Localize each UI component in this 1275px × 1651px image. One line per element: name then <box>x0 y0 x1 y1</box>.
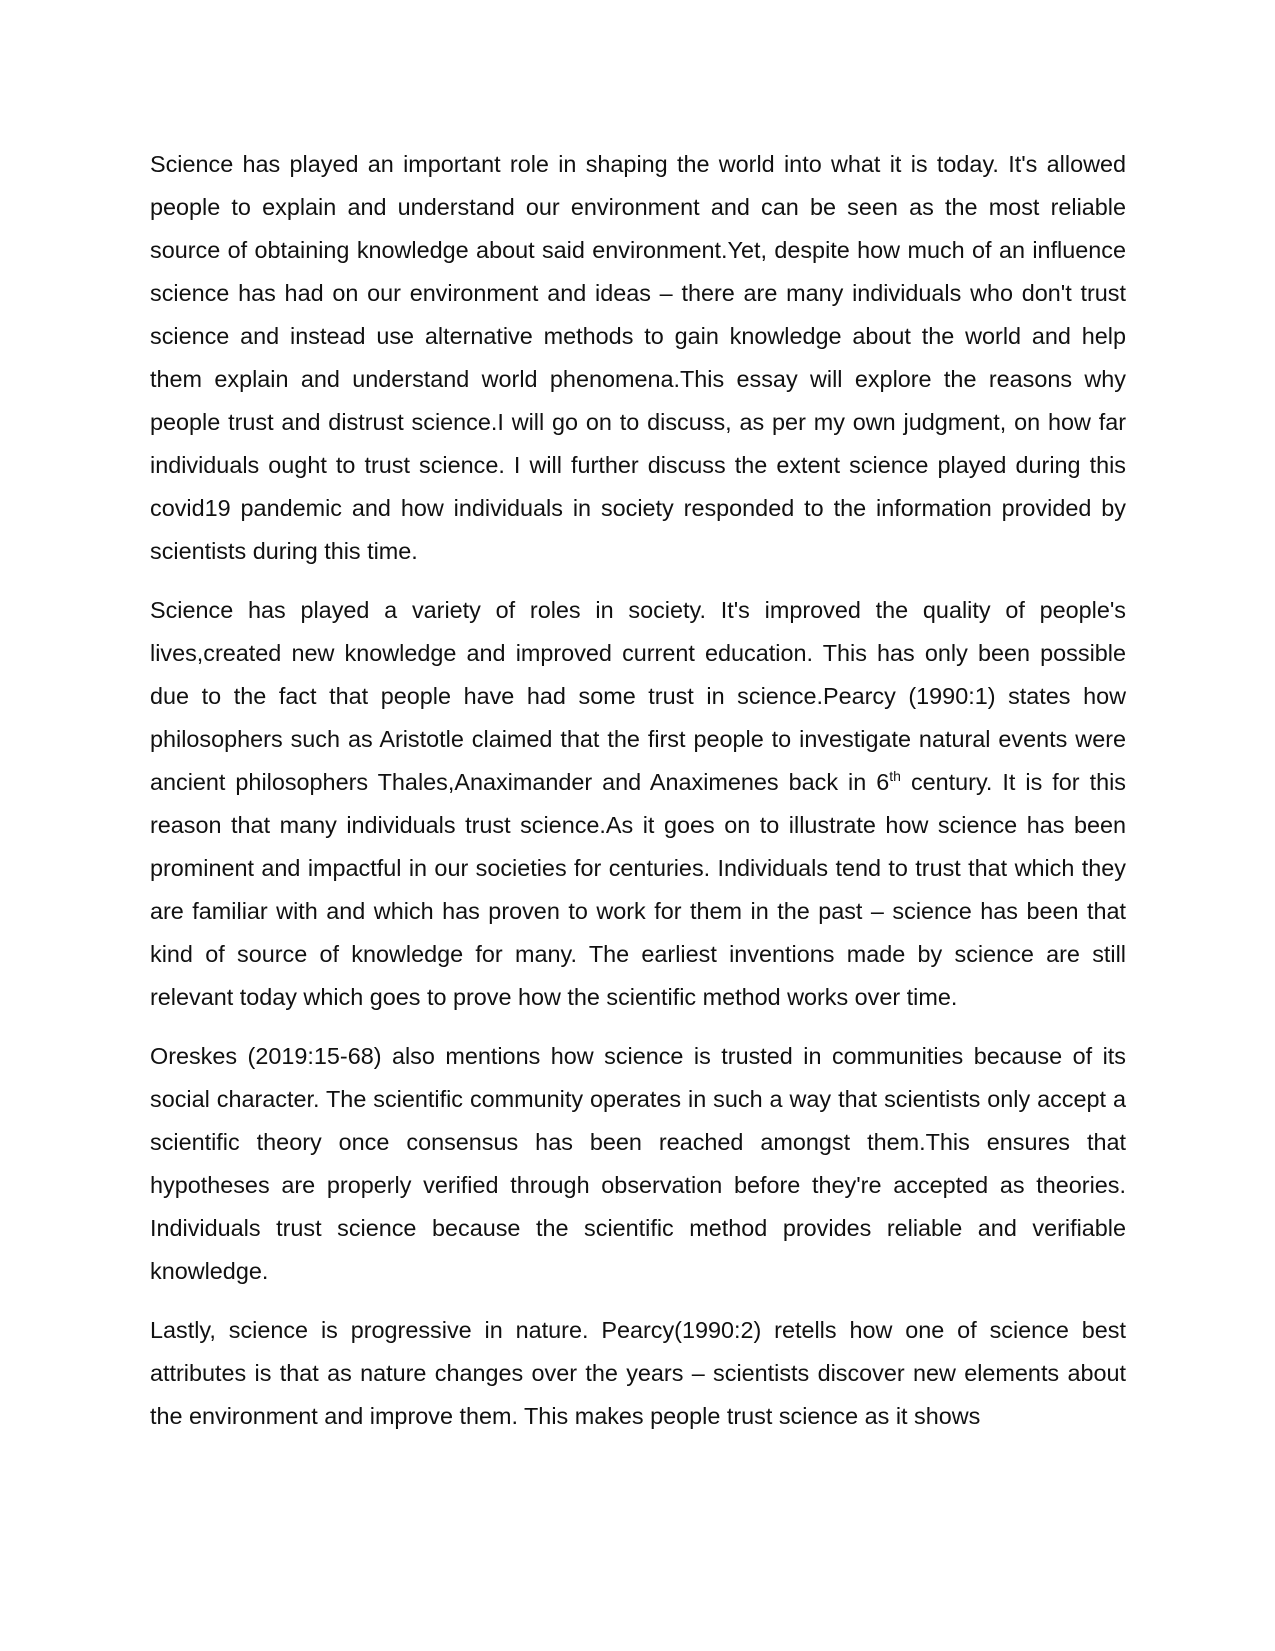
paragraph-text-segment: Science has played a variety of roles in society. It's improved the quality of people's lives,created new knowledge and improved current education. This has only been possible due to the fact that people have had some trust in science.Pearcy (1990:1) states how philosophers such as Aristotle claimed that the first people to investigate natural events were ancient philosophers Thales,Anaximander and Anaximenes back in 6 <box>150 597 1126 795</box>
paragraph-introduction: Science has played an important role in shaping the world into what it is today. It's allowed people to explain and understand our environment and can be seen as the most reliable source of obtaining knowledge about said environment.Yet, despite how much of an influence science has had on our environment and ideas – there are many individuals who don't trust science and instead use alternative methods to gain knowledge about the world and help them explain and understand world phenomena.This essay will explore the reasons why people trust and distrust science.I will go on to discuss, as per my own judgment, on how far individuals ought to trust science. I will further discuss the extent science played during this covid19 pandemic and how individuals in society responded to the information provided by scientists during this time. <box>150 151 1126 564</box>
paragraph-text-segment: century. It is for this reason that many individuals trust science.As it goes on to illustrate how science has been prominent and impactful in our societies for centuries. Individuals tend to trust that which they are familiar with and which has proven to work for them in the past – science has been that kind of source of knowledge for many. The earliest inventions made by science are still relevant today which goes to prove how the scientific method works over time. <box>150 769 1126 1010</box>
ordinal-superscript: th <box>889 768 901 785</box>
paragraph-roles-of-science <box>150 589 1126 1019</box>
paragraph-progressive-nature: Lastly, science is progressive in nature. Pearcy(1990:2) retells how one of science best attributes is that as nature changes over the years – scientists discover new elements about the environment and improve them. This makes people trust science as it shows <box>150 1317 1126 1429</box>
essay-body <box>150 143 1126 1454</box>
paragraph-social-character: Oreskes (2019:15-68) also mentions how science is trusted in communities because of its social character. The scientific community operates in such a way that scientists only accept a scientific theory once consensus has been reached amongst them.This ensures that hypotheses are properly verified through observation before they're accepted as theories. Individuals trust science because the scientific method provides reliable and verifiable knowledge. <box>150 1043 1126 1284</box>
